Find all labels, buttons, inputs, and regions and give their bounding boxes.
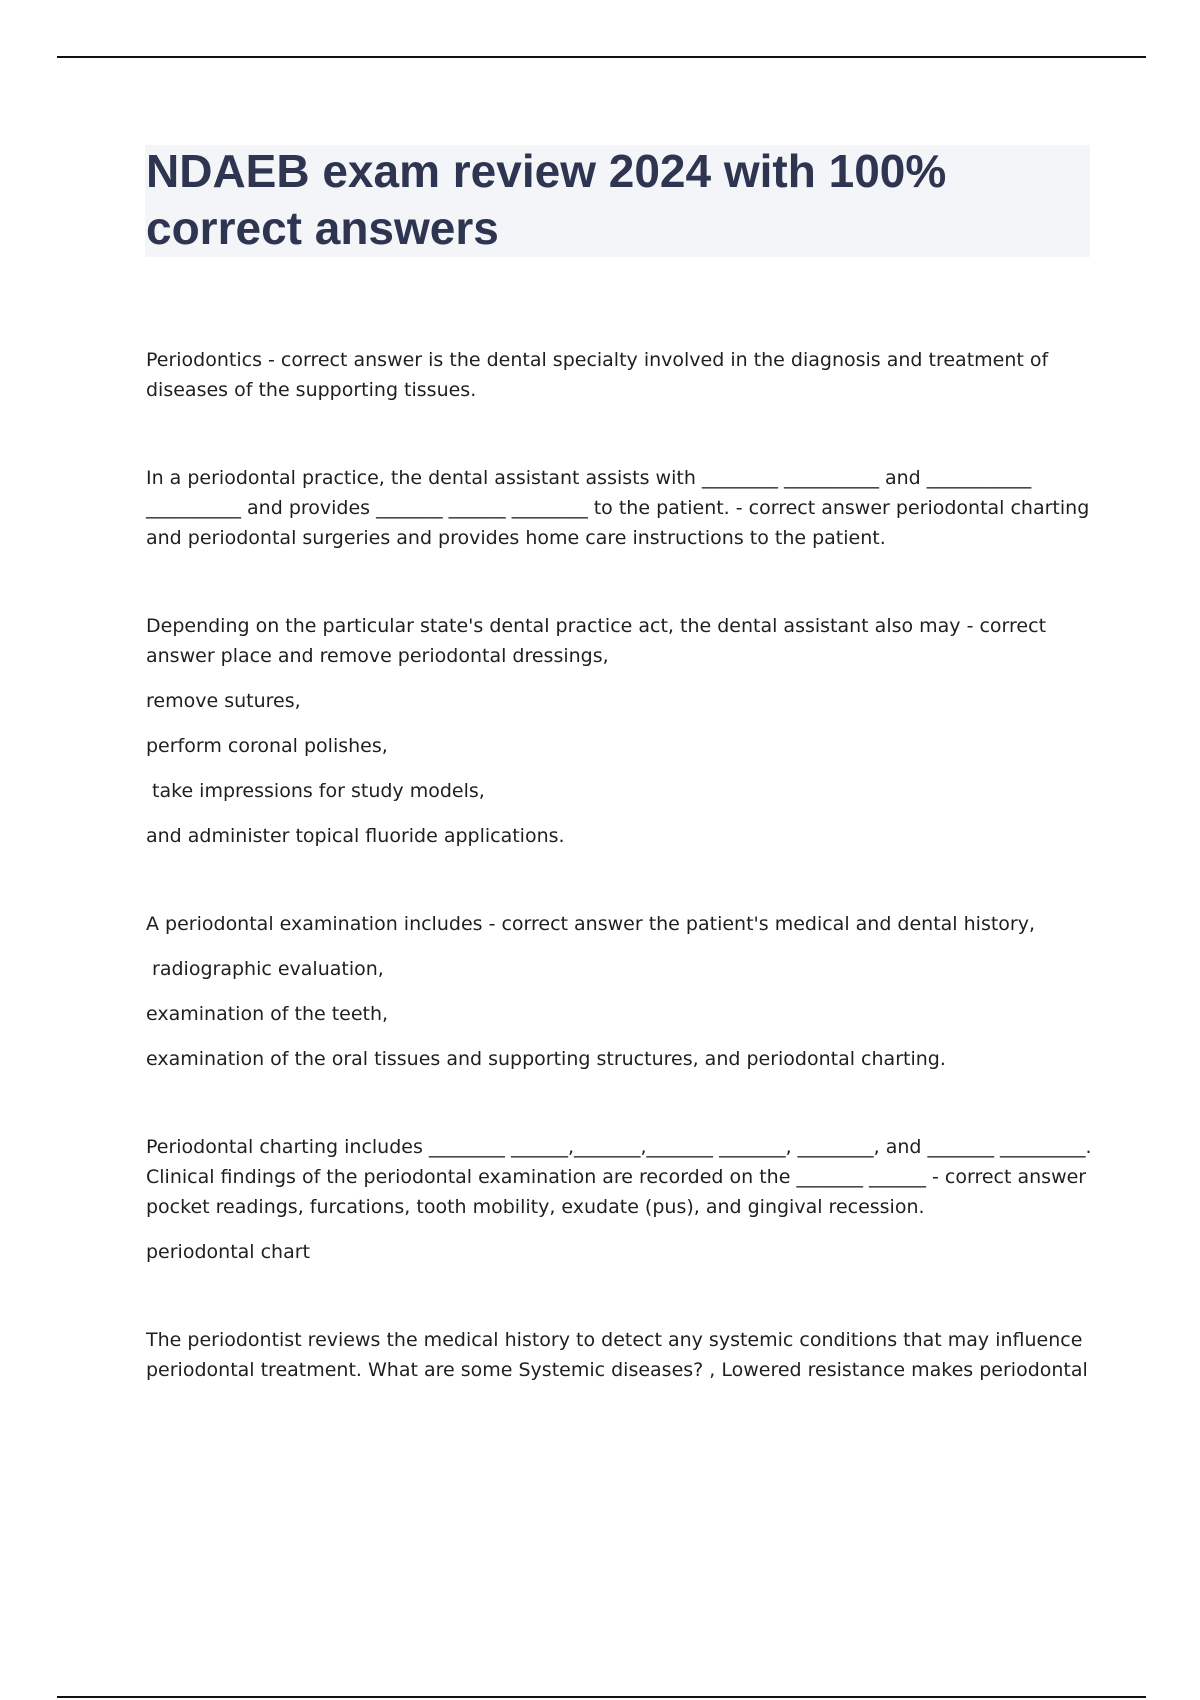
qa-line: periodontal chart: [146, 1241, 310, 1263]
qa-entry-systemic-diseases: [146, 1325, 1096, 1385]
qa-text: The periodontist reviews the medical history to detect any systemic conditions that may influence periodontal treatment. What are some Systemic diseases? , Lowered resistance makes periodontal: [146, 1329, 1088, 1381]
document-title: NDAEB exam review 2024 with 100% correct answers: [146, 145, 947, 254]
qa-entry-periodontics: [146, 345, 1096, 405]
qa-line: examination of the teeth,: [146, 1003, 389, 1025]
qa-line: radiographic evaluation,: [146, 958, 384, 980]
qa-text: Periodontal charting includes ________ ______,_______,_______ _______, ________, and _______ _________. Clinical findings of the periodontal examination are recorded on the _______ ______ - correct answer pocket readings, furcations, tooth mobility, exudate (pus), and gingival recession.: [146, 1136, 1092, 1218]
top-rule: [57, 56, 1146, 58]
qa-entry-state-practice-act: [146, 611, 1096, 851]
qa-entry-periodontal-charting: [146, 1132, 1096, 1267]
qa-text: In a periodontal practice, the dental assistant assists with ________ __________ and ___________ __________ and provides _______ ______ ________ to the patient. - correct answer periodontal charting and periodontal surgeries and provides home care instructions to the patient.: [146, 467, 1090, 549]
qa-text: A periodontal examination includes - correct answer the patient's medical and dental history,: [146, 913, 1036, 935]
qa-entry-practice-assist: [146, 463, 1096, 553]
qa-text: Depending on the particular state's dental practice act, the dental assistant also may - correct answer place and remove periodontal dressings,: [146, 615, 1047, 667]
qa-entry-periodontal-exam: [146, 909, 1096, 1074]
qa-line: remove sutures,: [146, 690, 301, 712]
qa-text: Periodontics - correct answer is the dental specialty involved in the diagnosis and treatment of diseases of the supporting tissues.: [146, 349, 1049, 401]
qa-line: perform coronal polishes,: [146, 735, 388, 757]
bottom-rule: [57, 1696, 1146, 1698]
qa-line: take impressions for study models,: [146, 780, 485, 802]
qa-line: and administer topical fluoride applications.: [146, 825, 565, 847]
qa-line: examination of the oral tissues and supporting structures, and periodontal charting.: [146, 1048, 946, 1070]
document-body: [146, 345, 1096, 1443]
